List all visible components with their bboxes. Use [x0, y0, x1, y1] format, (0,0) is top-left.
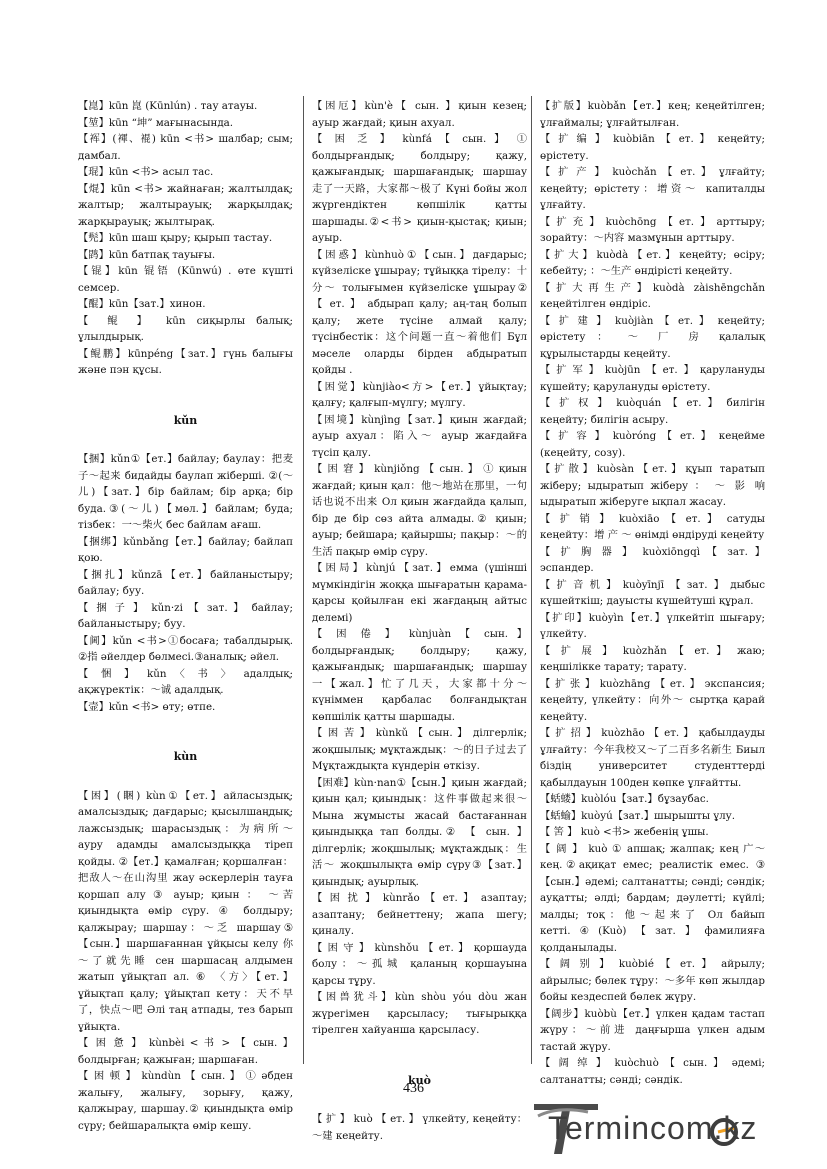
section-heading: kǔn	[173, 413, 198, 427]
dictionary-entry: 【鹍】kūn батпақ тауығы.	[78, 248, 216, 261]
dictionary-entry: 【阃】kǔn <书>①босаға; табалдырық. ②指 әйелдер бөлмесі.③аналық; әйел.	[78, 634, 293, 663]
dictionary-entry: 【崑】kūn 崑 (Kūnlún) . тау атауы.	[78, 100, 258, 112]
dictionary-entry: 【 扩 容 】 kuòróng 【 ет. 】 кеңейме (кеңейту, созу).	[540, 430, 765, 459]
dictionary-entry: 【困觉】kùnjiào<方>【ет.】ұйықтау; қалғу; қалғып-мүлгу; мүлгу.	[312, 380, 527, 409]
dictionary-entry: 【扩散】kuòsàn【ет.】құып таратып жіберу; ыдыратып жіберу ： ～ 影 响 ыдыратып жіберуге ықпал жасау.	[540, 463, 765, 508]
dictionary-entry: 【 困 扰 】 kùnrǎo 【 ет. 】 азаптау; азаптану; бейнеттену; жапа шегу; қиналу.	[312, 892, 527, 937]
dictionary-entry: 【阔步】kuòbù【ет.】үлкен қадам тастап жүру：～前进 даңғырша үлкен адым тастай жүру.	[540, 1007, 765, 1053]
dictionary-entry: 【扩大再生产】kuòdà zàishēngchǎn кеңейтілген өндіріс.	[540, 281, 765, 310]
dictionary-entry: 【扩大】kuòdà【ет.】кеңейту; өсіру; кебейту; ：～生产 өндірісті кеңейту.	[540, 248, 765, 277]
dictionary-entry: 【壸】kǔn <书> өту; өтпе.	[78, 700, 216, 713]
dictionary-entry: 【扩版】kuòbǎn【ет.】кең; кеңейтілген; ұлғаймалы; ұлғайтылған.	[540, 100, 765, 129]
dictionary-entry: 【困兽犹斗】kùn shòu yóu dòu жан жүрегімен қарсыласу; тығырыққа тірелген хайуанша қарсыласу.	[312, 991, 527, 1036]
dictionary-entry: 【困难】kùn·nan①【сын.】қиын жағдай; қиын қал; қиындық：这件事做起来很～ Мына жұмысты жасай бастағаннан қиындыққа тап болды.② 【 сын. 】 ділгерлік; жоқшылық; мұқтаждық：生活～ жоқшылықта өмір сүру③【зат.】қиындық; ауырлық.	[312, 776, 527, 888]
dictionary-entry: 【 鲲 】 kūn сиқырлы балық; ұлылдырық.	[78, 314, 293, 343]
column-divider	[303, 96, 304, 1064]
dictionary-entry: 【 扩 展 】 kuòzhǎn 【 ет. 】 жаю; кеңшілікке тарату; тарату.	[540, 644, 765, 673]
dictionary-entry: 【裈】(褌、裩) kūn <书> шалбар; сым; дамбал.	[78, 133, 293, 162]
dictionary-entry: 【 扩 】 kuò 【 ет. 】 үлкейту, кеңейту：～建 кеңейту.	[312, 1113, 527, 1142]
dictionary-column-1	[78, 98, 293, 1134]
dictionary-entry: 【 困 苦 】 kùnkǔ 【 сын. 】 ділгерлік; жоқшылық; мұқтаждық：～的日子过去了 Мұқтаждықта күндерін өткізу.	[312, 727, 527, 772]
dictionary-entry: 【困厄】kùn'è【 сын. 】қиын кезең; ауыр жағдай; қиын ахуал.	[312, 100, 527, 129]
watermark-text: Termincom.kz	[548, 1110, 758, 1146]
column-divider	[531, 96, 532, 1064]
dictionary-entry: 【捆绑】kǔnbǎng【ет.】байлау; байлап қою.	[78, 535, 293, 564]
dictionary-entry: 【捆扎】kǔnzā【ет.】байланыстыру; байлау; буу.	[78, 568, 293, 597]
dictionary-entry: 【 扩 招 】 kuòzhāo 【 ет. 】 қабылдауды ұлғайту：今年我校又～了二百多名新生 Биыл біздің университет студенттерді қабылдауын 100ден көпке ұлғайтты.	[540, 727, 765, 789]
dictionary-entry: 【髡】kūn шаш қыру; қырып тастау.	[78, 232, 273, 244]
dictionary-entry: 【 困 倦 】 kùnjuàn 【 сын. 】 болдырғандық; болдыру; қажу, қажығандық; шаршағандық; шаршау 一【жал.】忙了几天，大家都十分～ күніммен қарбалас болғандықтан көпшілік қатты шаршады.	[312, 628, 527, 723]
dictionary-entry: 【 阔 】 kuò ① апшақ; жалпақ; кең 广～ кең.②ақиқат емес; реалистік емес. ③【сын.】әдемі; салтанатты; сәнді; сәндік; ауқатты; әлді; бардам; дәулетті; күйлі; малды; тоқ：他～起来了 Ол байып кетті.④(Kuò)【зат.】фамилияға қолданылады.	[540, 842, 765, 954]
dictionary-entry: 【 困 窘 】 kùnjiǒng 【 сын. 】 ① қиын жағдай; қиын қал：他～地站在那里，一句话也说不出来 Ол қиын жағдайда қалып, бір де бір сөз айта алмады.② қиын; ауыр; бейшара; қайыршы; пақыр：～的生活 пақыр өмір сүру.	[312, 463, 527, 558]
dictionary-entry: 【 困 守 】 kùnshǒu 【 ет. 】 қоршауда болу：～孤城 қаланың қоршауына қарсы тұру.	[312, 941, 527, 987]
dictionary-entry: 【 扩 权 】 kuòquán 【 ет. 】 билігін кеңейту; билігін асыру.	[540, 397, 765, 426]
dictionary-entry: 【锟】kūn 锟铻 (Kūnwú) . өте күшті семсер.	[78, 265, 293, 294]
section-heading: kùn	[173, 750, 198, 763]
dictionary-entry: 【 困 顿 】 kùndùn 【 сын. 】 ① әбден жалығу, жалығу, зорығу, қажу, қалжырау, шаршау.② қиындықта өмір сүру; бейшаралықта өмір кешу.	[78, 1070, 293, 1132]
dictionary-entry: 【焜】kūn <书> жайнаған; жалтылдақ; жалтыр; жалтырауық; жарқылдақ; жарқырауық; жылтырақ.	[78, 182, 293, 228]
dictionary-entry: 【 阔 绰 】 kuòchuò 【 сын. 】 әдемі; салтанатты; сәнді; сәндік.	[540, 1057, 765, 1086]
dictionary-entry: 【困惑】kùnhuò①【сын.】дағдарыс; күйзеліске ұшырау; тұйыққа тірелу：十分～ толығымен күйзеліске ұшырау② 【 ет. 】 абдырап қалу; аң-таң болып қалу; жете түсіне алмай қалу; түсінбестік：这个问题一直～着他们 Бұл мәселе оларды бірден абдыратып қойды .	[312, 248, 527, 376]
dictionary-entry: 【 困 乏 】 kùnfá 【 сын. 】 ① болдырғандық; болдыру; қажу, қажығандық; шаршағандық; шаршау 走了一天路，大家都～极了 Күні бойы жол жүргендіктен көпшілік қатты шаршады.②<书> қиын-қыстақ; қиын; ауыр.	[312, 133, 527, 244]
dictionary-entry: 【扩张】kuòzhāng【ет.】экспансия; кеңейту, үлкейту：向外～ сыртқа қарай кеңейту.	[540, 677, 765, 723]
dictionary-entry: 【 筈 】 kuò <书> жебенің ұшы.	[540, 826, 709, 838]
dictionary-entry: 【 扩 建 】 kuòjiàn 【 ет. 】 кеңейту; өрістету ： ～ 厂 房 қалалық құрылыстарды кеңейту.	[540, 314, 765, 360]
dictionary-entry: 【扩音机】kuòyīnjī【зат.】дыбыс күшейткіш; дауысты күшейтуші құрал.	[540, 578, 765, 607]
dictionary-entry: 【扩军】kuòjūn【ет.】қарулануды күшейту; қарулануды өрістету.	[540, 364, 765, 393]
dictionary-entry: 【困境】kùnjìng【зат.】қиын жағдай; ауыр ахуал：陷入～ ауыр жағдайға түсіп қалу.	[312, 413, 527, 459]
dictionary-entry: 【 捆 子 】 kǔn·zi 【 зат. 】 байлау; байланыстыру; буу.	[78, 601, 293, 630]
dictionary-entry: 【困】(睏) kùn①【ет.】айласыздық; амалсыздық; дағдарыс; қысылшаңдық; лажсыздық; шарасыздық：为病所～ ауру адамды амалсыздыққа тіреп қойды. ②【ет.】қамалған; қоршалған：把敌人～在山沟里 жау әскерлерін тауға қоршап алу ③ ауыр; қиын ： ～苦 қиындықта өмір сүру. ④ болдыру; қалжырау; шаршау：～乏 шаршау⑤【сын.】шаршағаннан ұйқысы келу 你～了就先睡 сен шаршасаң алдымен жатып ұйықтап ал. ⑥ 〈方〉【ет.】ұйықтап қалу; ұйықтап кету：天不早了，快点～吧 Әлі таң атпады, тез барып ұйықта.	[78, 789, 293, 1033]
dictionary-entry: 【堃】kūn “坤” мағынасында.	[78, 116, 234, 129]
dictionary-entry: 【醌】kūn【зат.】хинон.	[78, 298, 206, 310]
dictionary-entry: 【蛞蝼】kuòlóu【зат.】бұзаубас.	[540, 793, 709, 805]
dictionary-entry: 【扩印】kuòyìn【ет.】үлкейтіп шығару; үлкейту.	[540, 611, 765, 640]
dictionary-entry: 【 扩 产 】 kuòchǎn 【 ет. 】 ұлғайту; кеңейту; өрістету：增资～ капиталды ұлғайту.	[540, 166, 765, 211]
page-number: 436	[403, 1081, 424, 1096]
dictionary-entry: 【鲲鹏】kūnpéng【зат.】гүнь балығы және пэн құсы.	[78, 347, 293, 376]
dictionary-entry: 【捆】kǔn①【ет.】байлау; баулау：把麦子～起来 бидайды баулап жіберші. ②(～儿)【зат.】бір байлам; бір арқа; бір буда.③(～儿)【мөл.】байлам; буда; тізбек：一～柴火 бес байлам ағаш.	[78, 453, 293, 531]
dictionary-column-3	[540, 98, 765, 1088]
dictionary-entry: 【 扩 销 】 kuòxiāo 【 ет. 】 сатуды кеңейту：增 产 ～ өнімді өндіруді кеңейту	[540, 512, 765, 541]
dictionary-entry: 【 扩 编 】 kuòbiān 【 ет. 】 кеңейту; өрістету.	[540, 133, 765, 162]
dictionary-entry: 【琨】kūn <书> асыл тас.	[78, 166, 214, 178]
dictionary-entry: 【 悃 】 kǔn 〈 书 〉 адалдық; ақжүректік：～诚 адалдық.	[78, 667, 293, 696]
dictionary-entry: 【 阔 别 】 kuòbié 【 ет. 】 айрылу; айрылыс; бөлек тұру：～多年 көп жылдар бойы кездеспей бөлек жүру.	[540, 958, 765, 1003]
dictionary-entry: 【 扩 胸 器 】 kuòxiōngqì 【 зат. 】 эспандер.	[540, 545, 765, 574]
dictionary-entry: 【扩充】kuòchōng【ет.】арттыру; зорайту：～内容 мазмұнын арттыру.	[540, 215, 765, 244]
dictionary-entry: 【 困 惫 】 kùnbèi < 书 > 【 сын. 】 болдырған; қажыған; шаршаған.	[78, 1037, 293, 1066]
section-heading: kuò	[408, 1073, 431, 1087]
dictionary-entry: 【蛞蝓】kuòyú【зат.】шырышты ұлу.	[540, 809, 736, 822]
dictionary-column-2	[312, 98, 527, 1144]
dictionary-entry: 【困局】kùnjú【зат.】емма (үшінші мүмкіндігін жоққа шығаратын қарама-қарсы қойылған екі жағдаңың айтыс делемі)	[312, 562, 527, 624]
